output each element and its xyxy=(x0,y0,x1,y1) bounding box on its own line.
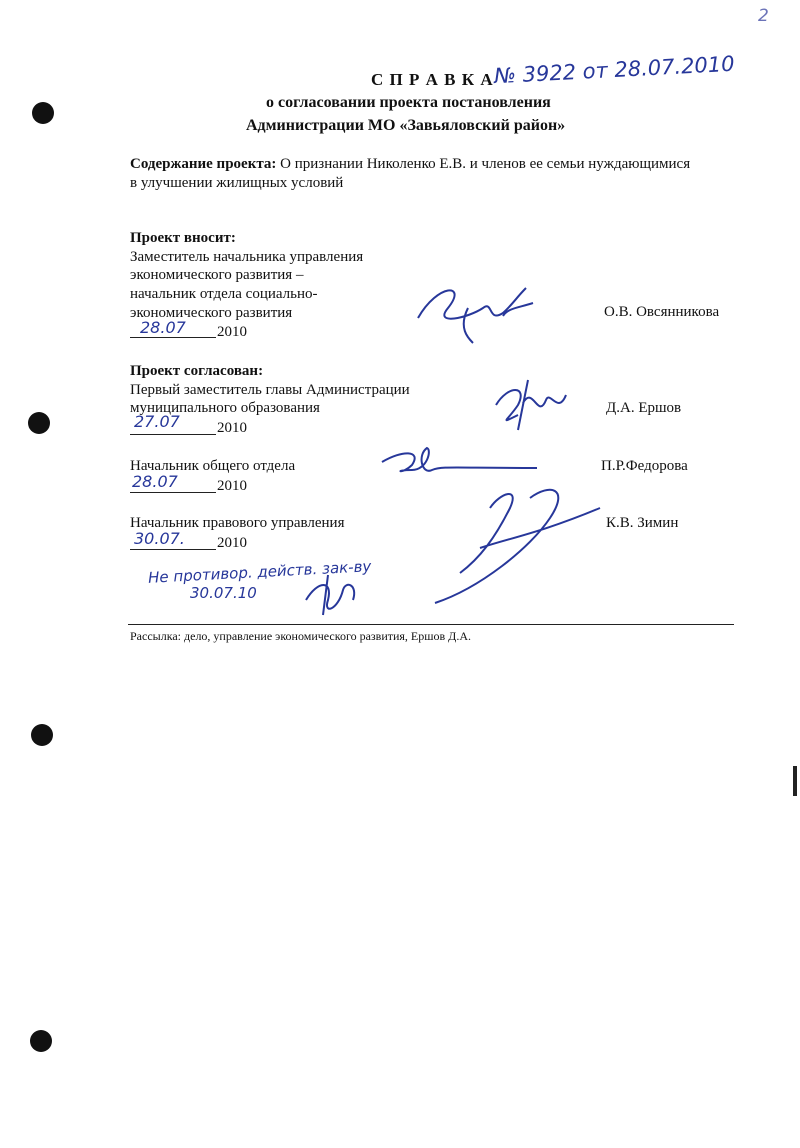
project-content xyxy=(130,155,690,173)
date-year: 2010 xyxy=(217,324,247,340)
distribution-rule xyxy=(128,624,734,625)
position-line: Начальник правового управления xyxy=(130,515,345,531)
date-handwritten: 28.07 xyxy=(132,472,178,491)
signer-name: О.В. Овсянникова xyxy=(604,304,720,320)
date-underline xyxy=(130,549,216,550)
registration-number: № 3922 от 28.07.2010 xyxy=(493,51,736,89)
date-handwritten: 30.07. xyxy=(134,529,185,548)
signature xyxy=(298,570,368,620)
date-underline xyxy=(130,492,216,493)
signer-name: Д.А. Ершов xyxy=(606,400,682,416)
date-handwritten: 28.07 xyxy=(140,318,186,337)
date-underline xyxy=(130,337,216,338)
position-line: экономического развития xyxy=(130,305,293,321)
distribution-list: Рассылка: дело, управление экономического развития, Ершов Д.А. xyxy=(130,629,472,643)
punch-hole xyxy=(30,1030,52,1052)
page-number: 2 xyxy=(758,6,769,26)
date-year: 2010 xyxy=(217,478,247,494)
position-line: муниципального образования xyxy=(130,400,320,416)
signature xyxy=(408,278,548,348)
punch-hole xyxy=(32,102,54,124)
date-underline xyxy=(130,434,216,435)
punch-hole xyxy=(31,724,53,746)
signature xyxy=(420,478,620,608)
date-handwritten: 27.07 xyxy=(134,412,180,431)
position-line: Заместитель начальника управления xyxy=(130,249,364,265)
punch-hole xyxy=(28,412,50,434)
document-subtitle: о согласовании проекта постановления xyxy=(266,94,551,111)
submitted-heading: Проект вносит: xyxy=(130,230,236,246)
scan-mark xyxy=(793,766,797,796)
legal-note-date: 30.07.10 xyxy=(190,584,257,602)
date-year: 2010 xyxy=(217,420,247,436)
signature xyxy=(488,375,578,435)
legal-note: Не противор. действ. зак-ву xyxy=(147,557,372,587)
content-label: Содержание проекта: xyxy=(130,156,277,172)
position-line: экономического развития – xyxy=(130,267,304,283)
position-line: начальник отдела социально- xyxy=(130,286,318,302)
document-subtitle: Администрации МО «Завьяловский район» xyxy=(246,117,566,134)
content-text: в улучшении жилищных условий xyxy=(130,175,344,191)
agreed-heading: Проект согласован: xyxy=(130,363,264,379)
position-line: Первый заместитель главы Администрации xyxy=(130,382,410,398)
signer-name: П.Р.Федорова xyxy=(601,458,688,474)
signer-name: К.В. Зимин xyxy=(606,515,679,531)
date-year: 2010 xyxy=(217,535,247,551)
document-title: С П Р А В К А xyxy=(371,70,494,89)
position-line: Начальник общего отдела xyxy=(130,458,296,474)
content-text: О признании Николенко Е.В. и членов ее семьи нуждающимися xyxy=(276,156,691,172)
